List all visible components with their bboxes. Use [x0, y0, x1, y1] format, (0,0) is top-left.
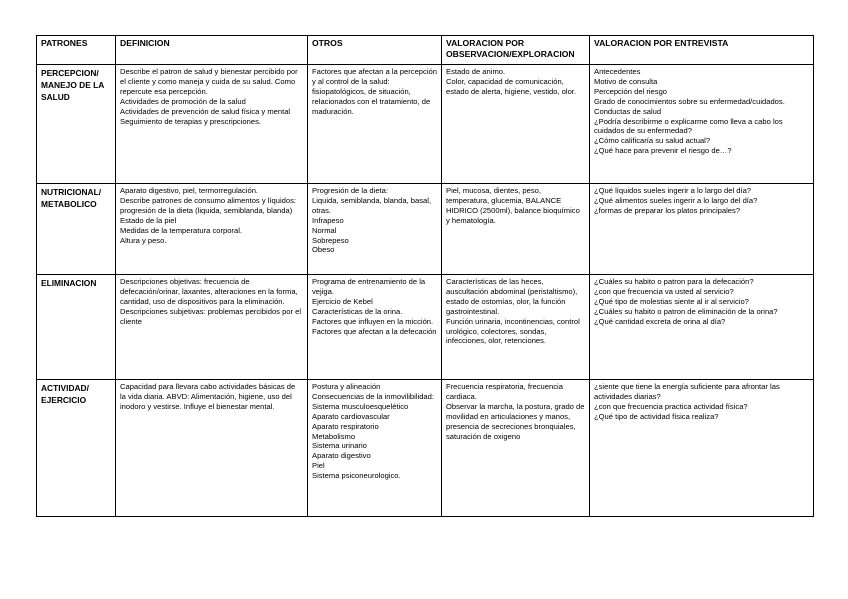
cell-definicion [116, 380, 308, 517]
header-row [37, 36, 814, 65]
cell-line: Características de la orina. [312, 306, 403, 316]
cell-line: Función urinaria, incontinencias, control urológico, colectores, sondas, infecciones, olor, retenciones. [446, 316, 580, 346]
cell-line: ¿con que frecuencia va usted al servicio? [594, 286, 734, 296]
cell-line: ¿Qué tipo de molestias siente al ir al servicio? [594, 296, 749, 306]
cell-line: Normal [312, 225, 337, 235]
header-entrevista: VALORACION POR ENTREVISTA [590, 36, 814, 65]
cell-line: Frecuencia respiratoria, frecuencia cardiaca. [446, 382, 563, 401]
cell-patron: ELIMINACION [37, 275, 116, 380]
cell-line: ¿Qué hace para prevenir el riesgo de…? [594, 146, 732, 156]
cell-definicion [116, 65, 308, 184]
cell-line: ¿Qué cantidad excreta de orina al día? [594, 316, 726, 326]
cell-line: Características de las heces, auscultación abdominal (peristaltismo), estado de ostomías, olor, la función gastrointestinal. [446, 277, 578, 316]
cell-line: ¿Qué tipo de actividad física realiza? [594, 411, 719, 421]
cell-patron: PERCEPCION/ MANEJO DE LA SALUD [37, 65, 116, 184]
cell-line: Actividades de prevención de salud física y mental [120, 106, 291, 116]
table-body [37, 65, 814, 517]
cell-line: Actividades de promoción de la salud [120, 96, 246, 106]
cell-line: Medidas de la temperatura corporal. [120, 225, 242, 235]
cell-line: Aparato digestivo [312, 451, 371, 461]
cell-line: Percepción del riesgo [594, 86, 668, 96]
table-row [37, 184, 814, 275]
cell-line: Descripciones subjetivas: problemas percibidos por el cliente [120, 306, 302, 326]
cell-line: Estado de la piel [120, 215, 177, 225]
cell-definicion [116, 275, 308, 380]
cell-otros [308, 380, 442, 517]
cell-line: Liquida, semiblanda, blanda, basal, otras. [312, 195, 432, 215]
cell-line: Aparato respiratorio [312, 421, 379, 431]
cell-observacion [442, 275, 590, 380]
cell-line: Aparato cardiovascular [312, 411, 390, 421]
cell-line: Describe el patron de salud y bienestar percibido por el cliente y como maneja y cuida de su salud. Como repercute esa percepción. [120, 67, 298, 96]
cell-line: Factores que afectan a la defecación [312, 326, 437, 336]
patterns-table [36, 35, 814, 517]
cell-observacion [442, 184, 590, 275]
cell-entrevista [590, 65, 814, 184]
cell-line: ¿siente que tiene la energía suficiente para afrontar las actividades diarias? [594, 382, 780, 401]
cell-line: ¿Qué líquidos sueles ingerir a lo largo del día? [594, 186, 752, 195]
cell-line: ¿Cuáles su habito o patron para la defecación? [594, 277, 754, 286]
cell-line: Antecedentes [594, 67, 641, 76]
cell-line: Describe patrones de consumo alimentos y líquidos: progresión de la dieta (liquida, semiblanda, blanda) [120, 195, 297, 215]
cell-otros [308, 184, 442, 275]
header-definicion: DEFINICION [116, 36, 308, 65]
cell-entrevista [590, 275, 814, 380]
cell-line: ¿formas de preparar los platos principales? [594, 205, 741, 215]
cell-line: Progresión de la dieta: [312, 186, 388, 195]
cell-line: Sistema musculoesquelético [312, 401, 409, 411]
header-otros: OTROS [308, 36, 442, 65]
cell-line: Piel [312, 461, 325, 471]
cell-line: Infrapeso [312, 215, 344, 225]
cell-line: Capacidad para llevara cabo actividades básicas de la vida diaria. ABVD: Alimentación, higiene, uso del inodoro y vestirse. Influye el bienestar mental. [120, 382, 296, 411]
cell-line: Altura y peso. [120, 235, 167, 245]
cell-entrevista [590, 380, 814, 517]
table-row [37, 275, 814, 380]
table-row [37, 65, 814, 184]
cell-observacion [442, 380, 590, 517]
cell-definicion [116, 184, 308, 275]
cell-line: Motivo de consulta [594, 76, 658, 86]
cell-line: Metabolismo [312, 431, 356, 441]
cell-line: Postura y alineación [312, 382, 381, 391]
cell-line: ¿con que frecuencia practica actividad física? [594, 401, 748, 411]
cell-line: ¿Cómo calificaría su salud actual? [594, 136, 711, 146]
cell-line: Programa de entrenamiento de la vejiga. [312, 277, 426, 296]
header-observacion: VALORACION POR OBSERVACION/EXPLORACION [442, 36, 590, 65]
cell-line: Factores que afectan a la percepción y al control de la salud: fisiopatológicos, de situación, relacionados con el tratamiento, de maduración. [312, 67, 437, 116]
cell-otros [308, 65, 442, 184]
cell-line: Seguimiento de terapias y prescripciones. [120, 116, 261, 126]
cell-line: Aparato digestivo, piel, termorregulación. [120, 186, 259, 195]
cell-line: ¿Qué alimentos sueles ingerir a lo largo del día? [594, 195, 758, 205]
header-patrones: PATRONES [37, 36, 116, 65]
cell-line: Sistema psiconeurologico. [312, 471, 401, 481]
cell-line: Observar la marcha, la postura, grado de movilidad en articulaciones y manos, presencia de secreciones bronquiales, saturación de oxigeno [446, 401, 585, 441]
cell-patron: ACTIVIDAD/ EJERCICIO [37, 380, 116, 517]
cell-line: Factores que influyen en la micción. [312, 316, 434, 326]
cell-line: Obeso [312, 245, 335, 255]
cell-line: Color, capacidad de comunicación, estado de alerta, higiene, vestido, olor. [446, 76, 577, 96]
cell-line: Estado de animo. [446, 67, 506, 76]
cell-line: Sistema urinario [312, 441, 367, 451]
cell-line: ¿Podría describirme o explicarme como lleva a cabo los cuidados de su enfermedad? [594, 116, 783, 136]
cell-line: Piel, mucosa, dientes, peso, temperatura, glucemia, BALANCE HIDRICO (2500ml), balance bioquímico y hematología. [446, 186, 580, 225]
cell-patron: NUTRICIONAL/ METABOLICO [37, 184, 116, 275]
cell-line: Sobrepeso [312, 235, 349, 245]
cell-line: Conductas de salud [594, 106, 662, 116]
cell-line: Ejercicio de Kebel [312, 296, 373, 306]
cell-line: Grado de conocimientos sobre su enfermedad/cuidados. [594, 96, 785, 106]
table-row [37, 380, 814, 517]
cell-line: ¿Cuáles su habito o patron de eliminación de la orina? [594, 306, 778, 316]
cell-observacion [442, 65, 590, 184]
cell-entrevista [590, 184, 814, 275]
cell-otros [308, 275, 442, 380]
cell-line: Consecuencias de la inmovilibilidad: [312, 391, 434, 401]
cell-line: Descripciones objetivas: frecuencia de defecación/orinar, laxantes, alteraciones en la forma, cantidad, uso de dispositivos para la eliminación. [120, 277, 298, 306]
